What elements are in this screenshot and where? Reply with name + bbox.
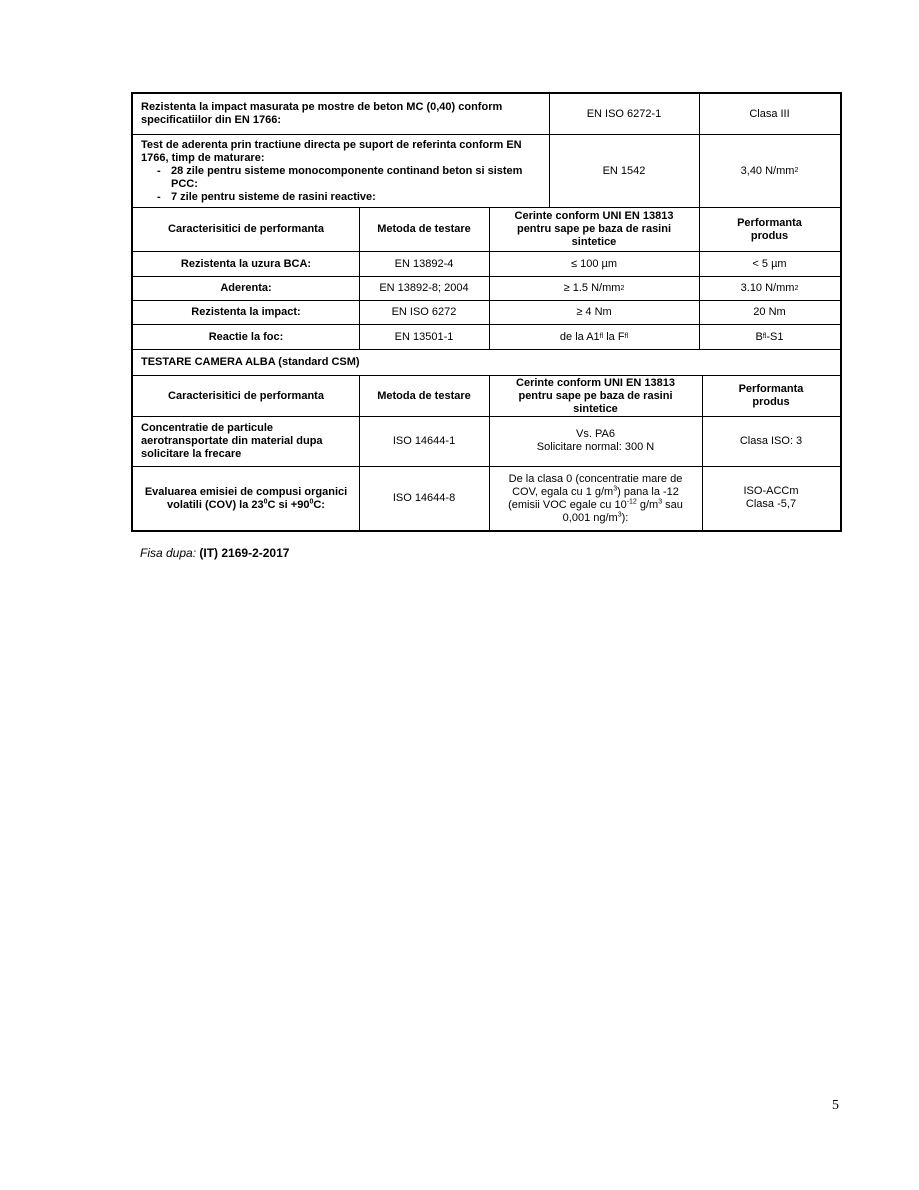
adhesion-test-intro: Test de aderenta prin tractiune directa pe suport de referinta conform EN 1766, timp de maturare:: [141, 139, 522, 164]
header-characteristics: Caracterisitici de performanta: [168, 223, 324, 235]
header-characteristics: Caracterisitici de performanta: [168, 389, 324, 402]
list-item: - 7 zile pentru sisteme de rasini reactive:: [157, 191, 376, 203]
table-row-performance: 3.10 N/mm 2: [740, 282, 799, 294]
section-title: TESTARE CAMERA ALBA (standard CSM): [141, 356, 360, 368]
table-row-label: Rezistenta la uzura BCA:: [180, 257, 312, 270]
impact-resistance-label: Rezistenta la impact masurata pe mostre de beton MC (0,40) conform specificatiilor din EN 1766:: [141, 101, 503, 126]
adhesion-test-label: [133, 135, 549, 207]
header-product-performance: Performanta produs: [738, 383, 804, 408]
table-row-requirement: De la clasa 0 (concentratie mare de COV, egala cu 1 $g/m^3$) pana la -12 (emisii VOC egale cu $10^{-12}$ $g/m^3$ sau 0,001 $ng/m^3$):: [508, 472, 683, 524]
table-row-method: EN 13892-4: [394, 257, 454, 270]
footnote-reference: (IT) 2169-2-2017: [199, 546, 290, 560]
impact-resistance-method: EN ISO 6272-1: [586, 107, 662, 120]
list-item: - 28 zile pentru sisteme monocomponente continand beton si sistem PCC:: [157, 165, 523, 190]
performance-table: [131, 92, 842, 532]
table-row-requirement: Vs. PA6 Solicitare normal: 300 N: [536, 428, 655, 453]
header-requirements: Cerinte conform UNI EN 13813 pentru sape pe baza de rasini sintetice: [516, 376, 675, 415]
table-row-requirement: ≥ 4 Nm: [576, 306, 612, 318]
table-row-performance: < 5 µm: [752, 257, 787, 270]
adhesion-test-value: 3,40 N/mm 2: [740, 164, 799, 177]
adhesion-test-method: EN 1542: [602, 164, 646, 177]
table-row-method: EN 13892-8; 2004: [379, 282, 469, 294]
header-test-method: Metoda de testare: [377, 223, 471, 235]
table-row-method: EN 13501-1: [394, 330, 454, 343]
table-row-label: Rezistenta la impact:: [191, 306, 301, 318]
table-row-method: ISO 14644-8: [392, 492, 456, 504]
table-row-performance: B fl -S1: [755, 330, 784, 343]
header-requirements: Cerinte conform UNI EN 13813 pentru sape pe baza de rasini sintetice: [514, 210, 674, 248]
table-row-method: EN ISO 6272: [391, 306, 457, 318]
page-number: 5: [832, 1098, 839, 1113]
table-row-requirement: de la A1 fl la F fl: [559, 330, 629, 343]
footnote: [140, 546, 289, 560]
table-row-label: Evaluarea emisiei de compusi organici volatili (COV) la $23^0C$ si $+90^0C$:: [144, 485, 348, 511]
footnote-label: Fisa dupa:: [140, 546, 197, 560]
table-row-label: Aderenta:: [220, 282, 272, 294]
table-row-method: ISO 14644-1: [392, 435, 456, 447]
header-test-method: Metoda de testare: [377, 389, 471, 402]
table-row-requirement: ≥ 1.5 N/mm 2: [563, 282, 625, 294]
table-row-label: Reactie la foc:: [208, 330, 284, 343]
impact-resistance-value: Clasa III: [749, 107, 790, 120]
table-row-requirement: ≤ 100 µm: [570, 257, 617, 270]
header-product-performance: Performanta produs: [737, 216, 802, 242]
table-row-label: Concentratie de particule aerotransportate din material dupa solicitare la frecare: [141, 422, 323, 460]
table-row-performance: 20 Nm: [753, 306, 786, 318]
table-row-performance: Clasa ISO: 3: [739, 435, 803, 447]
table-row-performance: ISO-ACCm Clasa -5,7: [743, 485, 799, 510]
